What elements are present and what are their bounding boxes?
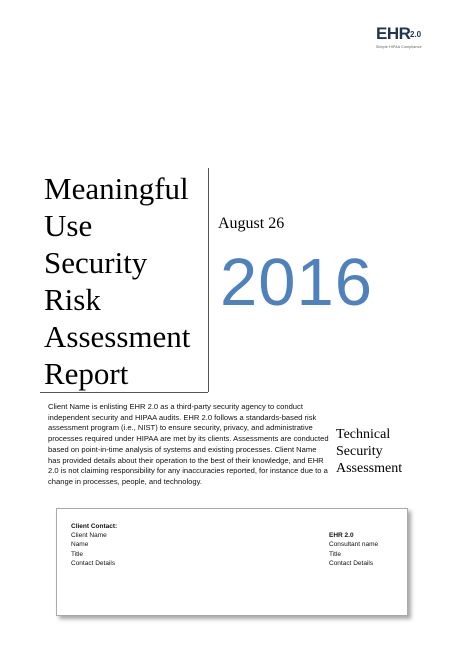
horizontal-divider bbox=[40, 392, 208, 393]
logo-version: 2.0 bbox=[410, 30, 422, 39]
vertical-divider bbox=[208, 168, 209, 392]
title-line: Assessment bbox=[44, 319, 191, 354]
client-contact-line: Title bbox=[71, 550, 84, 558]
side-label-line: Assessment bbox=[336, 461, 403, 476]
provider-contact-line: Contact Details bbox=[329, 559, 374, 567]
ehr-logo bbox=[376, 22, 434, 56]
intro-paragraph: Client Name is enlisting EHR 2.0 as a third-party security agency to conduct independent security and HIPAA audits. EHR 2.0 follows a standards-based risk assessment program (i.e., NIST) to ensure security, privacy, and administrative processes required under HIPAA are met by its clients. Assessments are conducted based on point-in-time analysis of systems and existing processes. Client Name has provided details about their operation to the best of their knowledge, and EHR 2.0 is not claiming responsibility for any inaccuracies reported, for instance due to a change in processes, people, and technology. bbox=[48, 402, 329, 486]
report-date: August 26 bbox=[218, 215, 285, 232]
title-line: Risk bbox=[44, 282, 101, 317]
client-contact-heading: Client Contact: bbox=[71, 523, 118, 530]
side-label-line: Security bbox=[336, 444, 383, 459]
title-line: Meaningful bbox=[44, 171, 189, 206]
title-line: Report bbox=[44, 356, 129, 391]
report-title bbox=[44, 170, 206, 392]
client-contact-line: Name bbox=[71, 541, 89, 549]
report-year: 2016 bbox=[220, 245, 374, 320]
provider-heading: EHR 2.0 bbox=[329, 532, 354, 540]
side-label-line: Technical bbox=[336, 427, 391, 442]
title-line: Use bbox=[44, 208, 93, 243]
title-line: Security bbox=[44, 245, 148, 280]
contact-box bbox=[56, 508, 408, 616]
logo-tagline: Simple HIPAA Compliance bbox=[376, 45, 422, 49]
provider-contact-column bbox=[329, 522, 378, 568]
client-contact-column bbox=[71, 522, 117, 568]
provider-contact-line: Title bbox=[329, 550, 342, 558]
assessment-type-label bbox=[336, 426, 446, 477]
client-contact-line: Contact Details bbox=[71, 559, 116, 567]
client-contact-line: Client Name bbox=[71, 532, 107, 540]
logo-wordmark: EHR bbox=[376, 24, 411, 43]
provider-contact-line: Consultant name bbox=[329, 541, 379, 549]
